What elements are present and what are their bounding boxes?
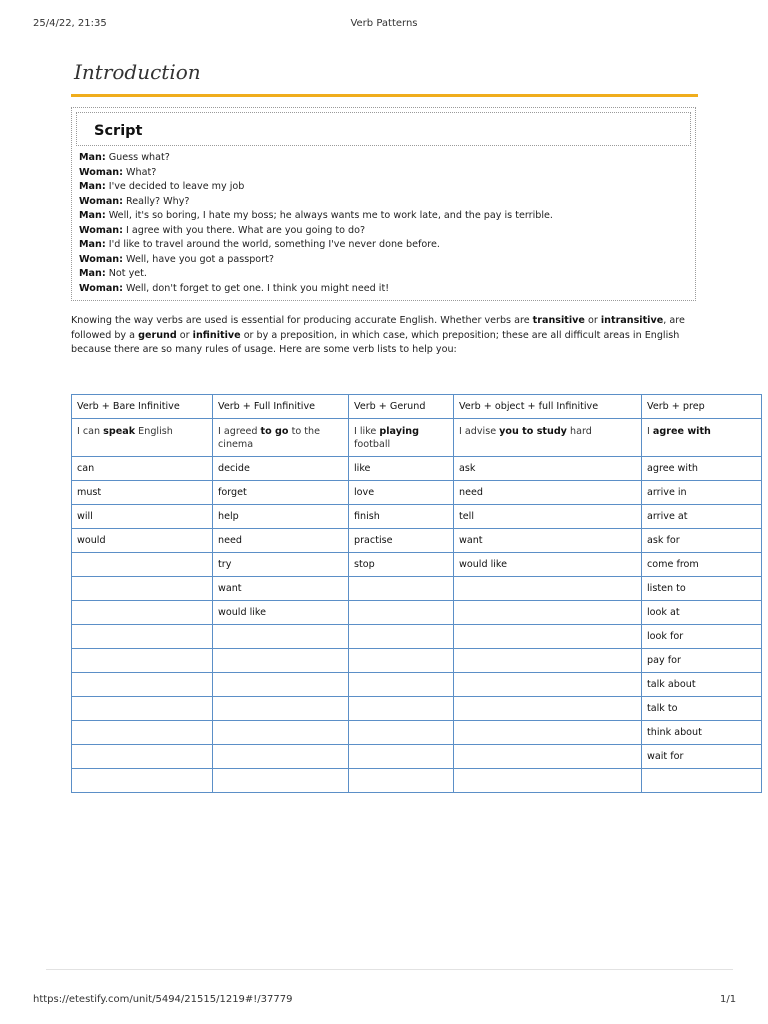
- table-row: [72, 481, 762, 505]
- verb-cell: [213, 721, 349, 745]
- term-gerund: gerund: [138, 329, 177, 341]
- verb-cell: would: [72, 529, 213, 553]
- verb-cell: [349, 769, 454, 793]
- verb-cell: would like: [213, 601, 349, 625]
- verb-cell: [454, 745, 642, 769]
- term-transitive: transitive: [532, 315, 585, 326]
- line-text: Well, have you got a passport?: [122, 253, 274, 265]
- verb-cell: listen to: [642, 577, 762, 601]
- dialogue-line: [79, 282, 689, 297]
- script-title: Script: [94, 123, 143, 139]
- verb-cell: look for: [642, 625, 762, 649]
- print-date: 25/4/22, 21:35: [33, 18, 107, 29]
- example-verb: to go: [260, 426, 289, 437]
- speaker: Man:: [79, 239, 106, 250]
- verb-cell: ask: [454, 457, 642, 481]
- table-row: [72, 601, 762, 625]
- heading-underline: [71, 94, 698, 97]
- dialogue-line: [79, 209, 689, 224]
- verb-cell: [72, 697, 213, 721]
- verb-cell: [213, 649, 349, 673]
- verb-cell: [72, 625, 213, 649]
- verb-cell: must: [72, 481, 213, 505]
- paragraph-text: Knowing the way verbs are used is essential for producing accurate English. Whether verbs are: [71, 315, 533, 326]
- table-row: [72, 673, 762, 697]
- line-text: I'd like to travel around the world, something I've never done before.: [105, 239, 440, 250]
- verb-cell: [349, 697, 454, 721]
- verb-cell: love: [349, 481, 454, 505]
- table-row: [72, 577, 762, 601]
- verb-cell: [349, 577, 454, 601]
- verb-cell: [454, 673, 642, 697]
- paragraph-text: or: [176, 329, 193, 341]
- verb-cell: would like: [454, 553, 642, 577]
- verb-cell: [72, 553, 213, 577]
- example-text: hard: [566, 426, 592, 437]
- example-text: to the cinema: [218, 426, 320, 450]
- script-header: [76, 112, 691, 146]
- dialogue-line: [79, 151, 689, 166]
- verb-cell: [213, 769, 349, 793]
- page-number: 1/1: [720, 994, 737, 1005]
- column-header: Verb + Bare Infinitive: [72, 395, 213, 419]
- column-header: Verb + Full Infinitive: [213, 395, 349, 419]
- example-cell: [642, 419, 762, 457]
- verb-cell: stop: [349, 553, 454, 577]
- verb-cell: [349, 673, 454, 697]
- column-header: Verb + Gerund: [349, 395, 454, 419]
- verb-cell: [454, 721, 642, 745]
- verb-cell: wait for: [642, 745, 762, 769]
- speaker: Woman:: [79, 253, 123, 265]
- speaker: Woman:: [79, 166, 123, 178]
- example-row: [72, 419, 762, 457]
- verb-cell: can: [72, 457, 213, 481]
- example-text: I can: [77, 426, 104, 437]
- verb-cell: forget: [213, 481, 349, 505]
- paragraph-text: or: [584, 315, 601, 326]
- term-intransitive: intransitive: [600, 315, 664, 326]
- speaker: Man:: [79, 152, 106, 163]
- script-box: [71, 107, 696, 301]
- verb-cell: practise: [349, 529, 454, 553]
- example-text: English: [135, 426, 173, 437]
- page-url: https://etestify.com/unit/5494/21515/1219#!/37779: [33, 994, 293, 1005]
- verb-cell: [454, 649, 642, 673]
- verb-cell: try: [213, 553, 349, 577]
- dialogue-line: [79, 253, 689, 268]
- verb-cell: [349, 721, 454, 745]
- verb-cell: come from: [642, 553, 762, 577]
- verb-patterns-table: [71, 394, 762, 793]
- footer-divider: [46, 969, 733, 970]
- verb-cell: tell: [454, 505, 642, 529]
- example-text: football: [354, 439, 391, 450]
- line-text: Really? Why?: [122, 195, 190, 207]
- table-header-row: [72, 395, 762, 419]
- verb-cell: arrive at: [642, 505, 762, 529]
- verb-cell: [454, 577, 642, 601]
- verb-cell: decide: [213, 457, 349, 481]
- example-verb: playing: [379, 426, 419, 437]
- speaker: Man:: [79, 268, 106, 279]
- verb-cell: [454, 625, 642, 649]
- verb-cell: want: [213, 577, 349, 601]
- table-row: [72, 505, 762, 529]
- line-text: Well, it's so boring, I hate my boss; he always wants me to work late, and the pay is terrible.: [105, 210, 553, 221]
- table-row: [72, 553, 762, 577]
- table-row: [72, 457, 762, 481]
- table-row: [72, 529, 762, 553]
- example-cell: [349, 419, 454, 457]
- verb-cell: [349, 601, 454, 625]
- introduction-heading: Introduction: [74, 60, 201, 84]
- term-infinitive: infinitive: [192, 329, 241, 341]
- table-row: [72, 697, 762, 721]
- verb-cell: think about: [642, 721, 762, 745]
- verb-cell: finish: [349, 505, 454, 529]
- verb-cell: [454, 601, 642, 625]
- verb-cell: [349, 745, 454, 769]
- example-cell: [213, 419, 349, 457]
- example-verb: speak: [103, 426, 136, 437]
- verb-cell: [72, 721, 213, 745]
- dialogue-line: [79, 195, 689, 210]
- speaker: Woman:: [79, 195, 123, 207]
- dialogue-line: [79, 238, 689, 253]
- table-row: [72, 721, 762, 745]
- verb-cell: look at: [642, 601, 762, 625]
- print-title: Verb Patterns: [350, 18, 418, 29]
- line-text: I agree with you there. What are you going to do?: [122, 224, 366, 236]
- line-text: I've decided to leave my job: [105, 181, 245, 192]
- verb-cell: need: [454, 481, 642, 505]
- verb-cell: [213, 745, 349, 769]
- speaker: Man:: [79, 181, 106, 192]
- dialogue-line: [79, 224, 689, 239]
- example-text: I like: [354, 426, 380, 437]
- verb-cell: talk about: [642, 673, 762, 697]
- dialogue-line: [79, 180, 689, 195]
- intro-paragraph: [71, 314, 697, 358]
- verb-cell: like: [349, 457, 454, 481]
- example-verb: you to study: [499, 426, 567, 437]
- print-header: [0, 18, 768, 32]
- example-cell: [454, 419, 642, 457]
- table-row: [72, 745, 762, 769]
- column-header: Verb + object + full Infinitive: [454, 395, 642, 419]
- speaker: Woman:: [79, 282, 123, 294]
- verb-cell: [72, 601, 213, 625]
- column-header: Verb + prep: [642, 395, 762, 419]
- paragraph-text: or by a preposition, in which case, which preposition; these are all difficult areas in English because there are so many rules of usage. Here are some verb lists to help you:: [71, 329, 680, 355]
- verb-cell: talk to: [642, 697, 762, 721]
- example-text: I: [647, 426, 653, 437]
- verb-cell: arrive in: [642, 481, 762, 505]
- line-text: Well, don't forget to get one. I think you might need it!: [122, 282, 390, 294]
- verb-cell: will: [72, 505, 213, 529]
- verb-cell: [349, 649, 454, 673]
- verb-cell: help: [213, 505, 349, 529]
- verb-cell: [72, 673, 213, 697]
- verb-cell: [349, 625, 454, 649]
- line-text: Not yet.: [105, 268, 147, 279]
- verb-table-container: [71, 394, 711, 774]
- example-cell: [72, 419, 213, 457]
- example-text: I advise: [459, 426, 500, 437]
- verb-cell: [72, 745, 213, 769]
- verb-cell: [454, 697, 642, 721]
- verb-cell: agree with: [642, 457, 762, 481]
- verb-cell: [642, 769, 762, 793]
- line-text: Guess what?: [105, 152, 170, 163]
- dialogue-line: [79, 166, 689, 181]
- table-row: [72, 625, 762, 649]
- verb-cell: [213, 673, 349, 697]
- verb-cell: need: [213, 529, 349, 553]
- table-row: [72, 649, 762, 673]
- example-text: I agreed: [218, 426, 261, 437]
- speaker: Man:: [79, 210, 106, 221]
- verb-cell: want: [454, 529, 642, 553]
- verb-cell: ask for: [642, 529, 762, 553]
- line-text: What?: [122, 166, 157, 178]
- verb-cell: [454, 769, 642, 793]
- dialogue-line: [79, 267, 689, 282]
- verb-cell: [72, 769, 213, 793]
- table-row: [72, 769, 762, 793]
- verb-cell: [213, 625, 349, 649]
- speaker: Woman:: [79, 224, 123, 236]
- example-verb: agree with: [652, 426, 711, 437]
- paragraph-text: , are followed by a: [71, 315, 685, 341]
- verb-cell: [213, 697, 349, 721]
- dialogue: [79, 151, 689, 296]
- verb-cell: pay for: [642, 649, 762, 673]
- verb-cell: [72, 577, 213, 601]
- verb-cell: [72, 649, 213, 673]
